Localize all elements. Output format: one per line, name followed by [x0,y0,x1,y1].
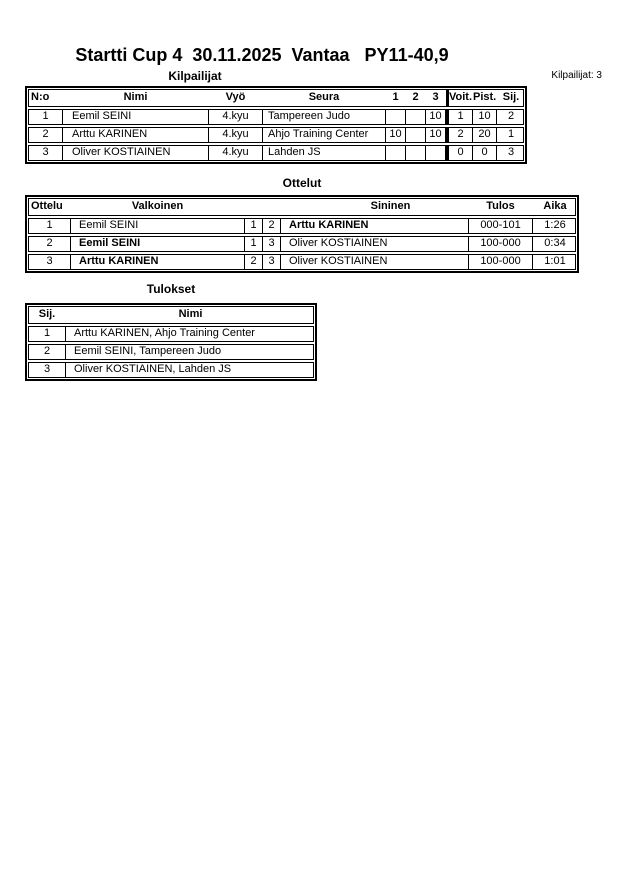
result-name: Oliver KOSTIAINEN, Lahden JS [74,363,232,375]
col-header-wins: Voit. [446,90,473,106]
match-time: 0:34 [544,237,566,249]
blue-judoka-no: 2 [263,219,281,233]
match-result: 100-000 [469,237,533,251]
col-header-place: Sij. [502,91,520,103]
competitor-no: 2 [29,128,63,142]
white-judoka: Eemil SEINI [71,219,245,233]
competitor-round1 [386,146,406,160]
competitor-round2 [406,146,426,160]
match-row [28,254,576,270]
competitor-wins: 1 [446,110,473,124]
result-place: 3 [29,363,66,377]
col-header-white-no [245,199,263,215]
competitor-club: Lahden JS [263,146,386,160]
col-header-points: Pist. [473,91,497,103]
competitor-name: Eemil SEINI [63,110,209,124]
competitor-round1: 10 [386,128,406,142]
result-row [28,326,314,342]
competitor-place: 2 [507,110,515,122]
col-header-blue: Sininen [370,200,411,212]
competitor-belt: 4.kyu [209,110,263,124]
competitor-belt: 4.kyu [209,146,263,160]
competitor-count-label: Kilpailijat: 3 [551,70,602,81]
col-header-round1: 1 [392,91,399,103]
blue-judoka-no: 3 [263,255,281,269]
competitor-belt: 4.kyu [209,128,263,142]
blue-judoka: Oliver KOSTIAINEN [281,255,469,269]
white-judoka-no: 1 [245,237,263,251]
competitors-header-row [28,89,524,107]
col-header-result: Tulos [486,200,515,212]
match-row [28,218,576,234]
result-name: Arttu KARINEN, Ahjo Training Center [74,327,255,339]
competitor-row [28,109,524,125]
competitor-points: 20 [473,128,497,142]
white-judoka: Eemil SEINI [71,237,245,251]
col-header-no: N:o [31,91,50,103]
col-header-round3: 3 [432,91,439,103]
white-judoka-no: 1 [245,219,263,233]
match-time: 1:26 [544,219,566,231]
matches-header-row [28,198,576,216]
match-result: 100-000 [469,255,533,269]
match-row [28,236,576,252]
competitor-place: 3 [507,146,515,158]
page-title: Startti Cup 4 30.11.2025 Vantaa PY11-40,9 [75,45,449,65]
blue-judoka: Oliver KOSTIAINEN [281,237,469,251]
col-header-blue-no [263,199,281,215]
competitor-round1 [386,110,406,124]
blue-judoka-no: 3 [263,237,281,251]
results-section-title: Tulokset [146,282,196,296]
competitor-club: Ahjo Training Center [263,128,386,142]
competitor-club: Tampereen Judo [263,110,386,124]
col-header-club: Seura [308,91,340,103]
col-header-time: Aika [543,200,567,212]
col-header-place: Sij. [38,308,56,320]
competitor-name: Oliver KOSTIAINEN [63,146,209,160]
col-header-name: Nimi [123,91,148,103]
competitor-points: 10 [473,110,497,124]
results-table [25,303,317,381]
matches-table [25,195,579,273]
result-row [28,344,314,360]
result-name: Eemil SEINI, Tampereen Judo [74,345,222,357]
competitor-no: 3 [29,146,63,160]
match-result: 000-101 [469,219,533,233]
match-no: 2 [29,237,71,251]
competitor-round3: 10 [426,128,446,142]
blue-judoka: Arttu KARINEN [281,219,469,233]
competitor-round3 [426,146,446,160]
competitor-wins: 0 [446,146,473,160]
col-header-white: Valkoinen [131,200,184,212]
competitor-round2 [406,110,426,124]
competitor-row [28,127,524,143]
competitors-table [25,86,527,164]
col-header-round2: 2 [412,91,419,103]
col-header-match: Ottelu [31,200,63,212]
competitor-wins: 2 [446,128,473,142]
page-subtitle: Kilpailijat [168,69,222,83]
result-place: 1 [29,327,66,341]
matches-section-title: Ottelut [282,176,322,190]
match-time: 1:01 [544,255,566,267]
match-no: 3 [29,255,71,269]
results-header-row [28,306,314,324]
competitor-no: 1 [29,110,63,124]
match-no: 1 [29,219,71,233]
competitor-points: 0 [473,146,497,160]
result-row [28,362,314,378]
competitor-round2 [406,128,426,142]
competitor-round3: 10 [426,110,446,124]
competitor-name: Arttu KARINEN [63,128,209,142]
col-header-belt: Vyö [225,91,246,103]
white-judoka-no: 2 [245,255,263,269]
result-place: 2 [29,345,66,359]
competitor-place: 1 [507,128,515,140]
col-header-name: Nimi [178,308,203,320]
competitor-row [28,145,524,161]
white-judoka: Arttu KARINEN [71,255,245,269]
